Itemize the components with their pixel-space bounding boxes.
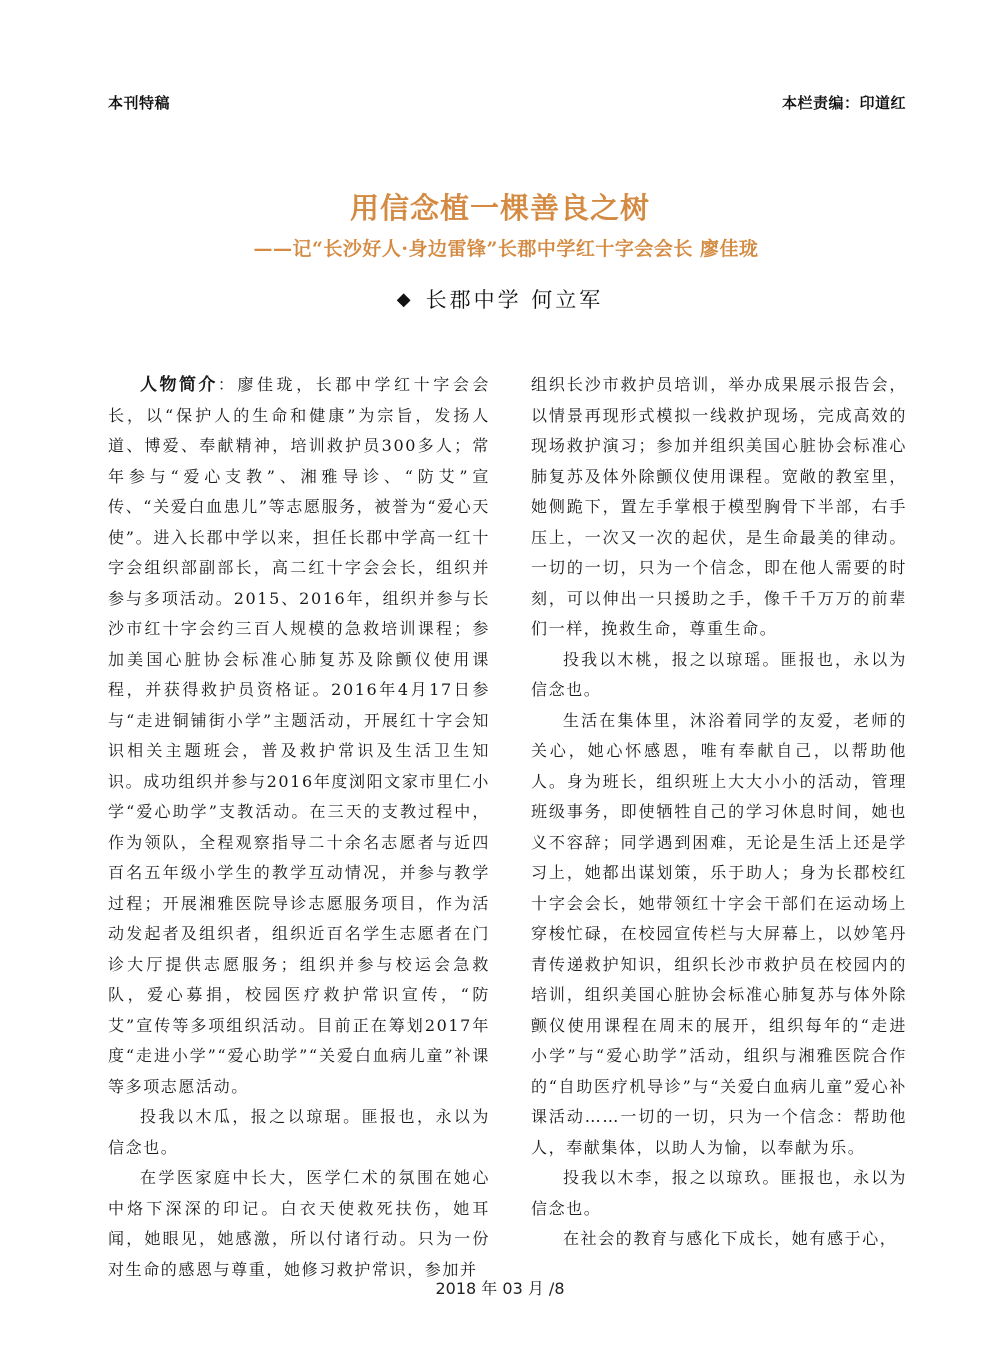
page-footer-issue: 2018 年 03 月 /8 (435, 1279, 565, 1298)
intro-text: ：廖佳珑，长郡中学红十字会会长，以“保护人的生命和健康”为宗旨，发扬人道、博爱、奉献精神，培训救护员300多人；常年参与“爱心支教”、湘雅导诊、“防艾”宣传、“关爱白血患儿”等志愿服务，被誉为“爱心天使”。进入长郡中学以来，担任长郡中学高一红十字会组织部副部长，高二红十字会会长，组织并参与多项活动。2015、2016年，组织并参与长沙市红十字会约三百人规模的急救培训课程；参加美国心脏协会标准心肺复苏及除颤仪使用课程，并获得救护员资格证。2016年4月17日参与“走进铜铺街小学”主题活动，开展红十字会知识相关主题班会，普及救护常识及生活卫生知识。成功组织并参与2016年度浏阳文家市里仁小学“爱心助学”支教活动。在三天的支教过程中，作为领队，全程观察指导二十余名志愿者与近四百名五年级小学生的教学互动情况，并参与教学过程；开展湘雅医院导诊志愿服务项目，作为活动发起者及组织者，组织近百名学生志愿者在门诊大厅提供志愿服务；组织并参与校运会急救队，爱心募捐，校园医疗救护常识宣传，“防艾”宣传等多项组织活动。目前正在筹划2017年度“走进小学”“爱心助学”“关爱白血病儿童”补课等多项志愿活动。 (108, 375, 490, 1096)
intro-paragraph (108, 370, 490, 1102)
byline (0, 284, 1000, 314)
body-paragraph: 投我以木桃，报之以琼瑶。匪报也，永以为信念也。 (531, 649, 907, 699)
right-column (531, 370, 907, 1255)
left-column (108, 370, 490, 1285)
byline-author: 长郡中学 何立军 (425, 288, 604, 312)
body-paragraph: 投我以木瓜，报之以琼琚。匪报也，永以为信念也。 (108, 1107, 490, 1157)
intro-label: 人物简介 (140, 375, 218, 395)
body-paragraph-continued: 组织长沙市救护员培训，举办成果展示报告会，以情景再现形式模拟一线救护现场，完成高效的现场救护演习；参加并组织美国心脏协会标准心肺复苏及体外除颤仪使用课程。宽敞的教室里，她侧跪下，置左手掌根于模型胸骨下半部，右手压上，一次又一次的起伏，是生命最美的律动。一切的一切，只为一个信念，即在他人需要的时刻，可以伸出一只援助之手，像千千万万的前辈们一样，挽救生命，尊重生命。 (531, 375, 907, 638)
body-paragraph: 生活在集体里，沐浴着同学的友爱，老师的关心，她心怀感恩，唯有奉献自己，以帮助他人。身为班长，组织班上大大小小的活动，管理班级事务，即使牺牲自己的学习休息时间，她也义不容辞；同学遇到困难，无论是生活上还是学习上，她都出谋划策，乐于助人；身为长郡校红十字会会长，她带领红十字会干部们在运动场上穿梭忙碌，在校园宣传栏与大屏幕上，以妙笔丹青传递救护知识，组织长沙市救护员在校园内的培训，组织美国心脏协会标准心肺复苏与体外除颤仪使用课程在周末的展开，组织每年的“走进小学”与“爱心助学”活动，组织与湘雅医院合作的“自助医疗机导诊”与“关爱白血病儿童”爱心补课活动……一切的一切，只为一个信念：帮助他人，奉献集体，以助人为愉，以奉献为乐。 (531, 710, 907, 1157)
article-subtitle: ——记“长沙好人·身边雷锋”长郡中学红十字会会长 廖佳珑 (253, 238, 759, 260)
diamond-icon: ◆ (396, 289, 414, 310)
section-label: 本刊特稿 (108, 94, 171, 112)
body-paragraph: 投我以木李，报之以琼玖。匪报也，永以为信念也。 (531, 1168, 907, 1218)
editor-credit: 本栏责编：印道红 (781, 94, 906, 112)
body-paragraph: 在社会的教育与感化下成长，她有感于心， (563, 1229, 898, 1248)
body-paragraph: 在学医家庭中长大，医学仁术的氛围在她心中烙下深深的印记。白衣天使救死扶伤，她耳闻，她眼见，她感激，所以付诸行动。只为一份对生命的感恩与尊重，她修习救护常识，参加并 (108, 1168, 490, 1279)
article-title: 用信念植一棵善良之树 (349, 191, 650, 225)
